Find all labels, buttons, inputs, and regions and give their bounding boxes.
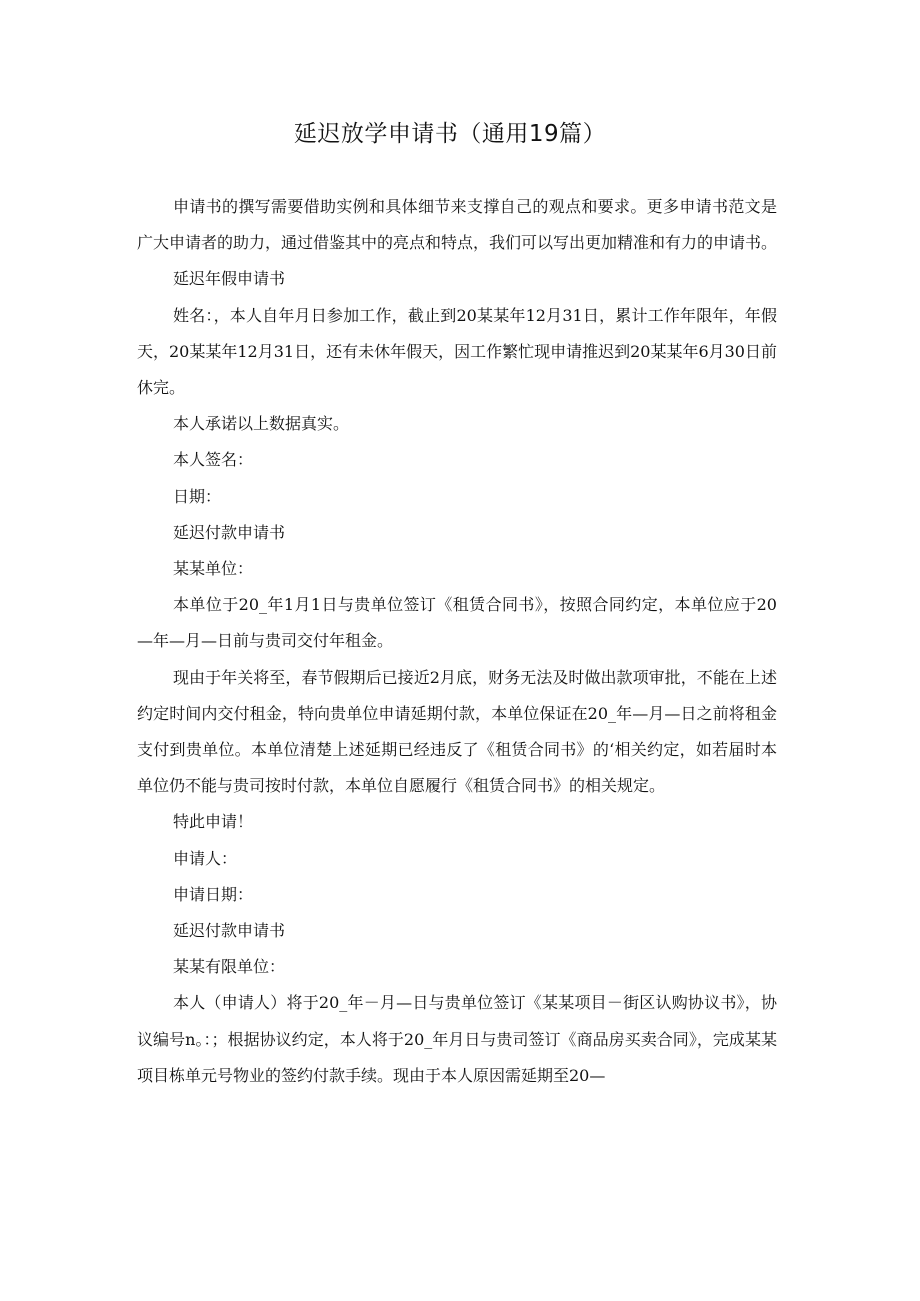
closing-line: 特此申请！ <box>173 812 254 832</box>
section-heading-payment-delay-2: 延迟付款申请书 <box>173 921 286 941</box>
paragraph: 现由于年关将至，春节假期后已接近2月底，财务无法及时做出款项审批，不能在上述约定时间内交付租金，特向贵单位申请延期付款，本单位保证在20_年—月—日之前将租金支付到贵单位。本单位清楚上述延期已经违反了《租赁合同书》的‘相关约定，如若届时本单位仍不能与贵司按时付款，本单位自愿履行《租赁合同书》的相关规定。 <box>137 667 777 796</box>
signature-line: 本人签名： <box>173 450 254 470</box>
paragraph: 本人（申请人）将于20_年－月—日与贵单位签订《某某项目－街区认购协议书》，协议编号n。：；根据协议约定，本人将于20_年月日与贵司签订《商品房买卖合同》，完成某某项目栋单元号物业的签约付款手续。现由于本人原因需延期至20— <box>137 993 777 1085</box>
application-date-line: 申请日期： <box>173 884 254 904</box>
addressee-line: 某某有限单位： <box>173 957 286 977</box>
addressee-line: 某某单位： <box>173 559 254 579</box>
section-heading-annual-leave: 延迟年假申请书 <box>173 269 286 289</box>
paragraph: 本单位于20_年1月1日与贵单位签订《租赁合同书》，按照合同约定，本单位应于20—年—月—日前与贵司交付年租金。 <box>137 595 777 651</box>
intro-paragraph: 申请书的撰写需要借助实例和具体细节来支撑自己的观点和要求。更多申请书范文是广大申请者的助力，通过借鉴其中的亮点和特点，我们可以写出更加精准和有力的申请书。 <box>137 197 778 253</box>
paragraph: 本人承诺以上数据真实。 <box>173 414 350 434</box>
document-body <box>137 189 777 1094</box>
paragraph: 姓名：，本人自年月日参加工作，截止到20某某年12月31日，累计工作年限年，年假天，20某某年12月31日，还有未休年假天，因工作繁忙现申请推迟到20某某年6月30日前休完。 <box>137 305 777 398</box>
document-title: 延迟放学申请书（通用19篇） <box>293 121 607 147</box>
date-line: 日期： <box>173 486 222 506</box>
section-heading-payment-delay: 延迟付款申请书 <box>173 522 286 542</box>
applicant-line: 申请人： <box>173 848 238 868</box>
